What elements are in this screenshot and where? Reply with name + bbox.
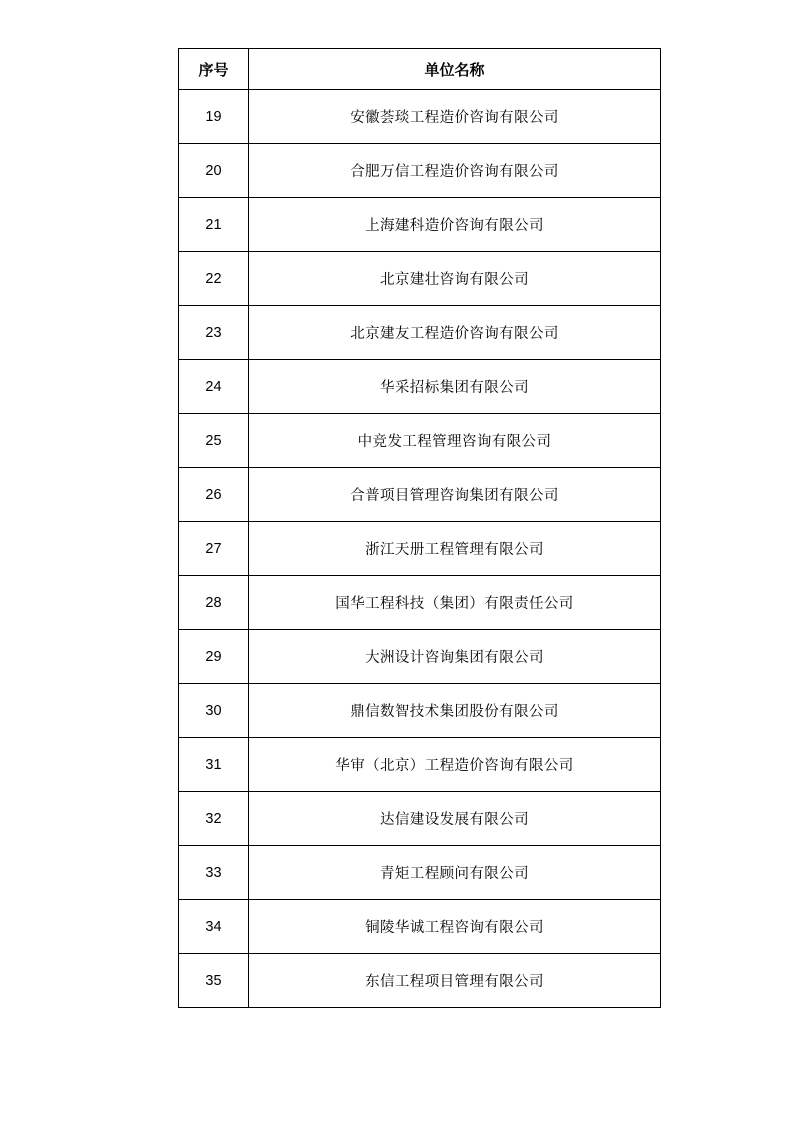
table-row	[179, 576, 661, 630]
row-index: 27	[179, 522, 249, 576]
table-body	[179, 90, 661, 1008]
row-index: 24	[179, 360, 249, 414]
table-row	[179, 846, 661, 900]
row-index: 29	[179, 630, 249, 684]
row-index: 34	[179, 900, 249, 954]
row-unit-name: 铜陵华诚工程咨询有限公司	[249, 900, 661, 954]
row-index: 33	[179, 846, 249, 900]
row-unit-name: 华采招标集团有限公司	[249, 360, 661, 414]
row-unit-name: 安徽荟琰工程造价咨询有限公司	[249, 90, 661, 144]
unit-list-table-container	[178, 48, 660, 1008]
unit-list-table	[178, 48, 661, 1008]
table-row	[179, 684, 661, 738]
table-row	[179, 630, 661, 684]
row-index: 26	[179, 468, 249, 522]
row-unit-name: 东信工程项目管理有限公司	[249, 954, 661, 1008]
row-index: 30	[179, 684, 249, 738]
row-unit-name: 中竞发工程管理咨询有限公司	[249, 414, 661, 468]
row-unit-name: 北京建友工程造价咨询有限公司	[249, 306, 661, 360]
row-index: 25	[179, 414, 249, 468]
column-header-unit-name: 单位名称	[249, 49, 661, 90]
row-index: 20	[179, 144, 249, 198]
row-unit-name: 青矩工程顾问有限公司	[249, 846, 661, 900]
row-unit-name: 达信建设发展有限公司	[249, 792, 661, 846]
row-unit-name: 国华工程科技（集团）有限责任公司	[249, 576, 661, 630]
table-row	[179, 198, 661, 252]
row-index: 19	[179, 90, 249, 144]
row-unit-name: 鼎信数智技术集团股份有限公司	[249, 684, 661, 738]
row-unit-name: 浙江天册工程管理有限公司	[249, 522, 661, 576]
row-unit-name: 合肥万信工程造价咨询有限公司	[249, 144, 661, 198]
table-row	[179, 738, 661, 792]
table-row	[179, 954, 661, 1008]
row-index: 22	[179, 252, 249, 306]
table-header-row	[179, 49, 661, 90]
row-unit-name: 华审（北京）工程造价咨询有限公司	[249, 738, 661, 792]
table-row	[179, 252, 661, 306]
row-index: 23	[179, 306, 249, 360]
row-unit-name: 合普项目管理咨询集团有限公司	[249, 468, 661, 522]
row-index: 32	[179, 792, 249, 846]
table-row	[179, 360, 661, 414]
table-header	[179, 49, 661, 90]
table-row	[179, 522, 661, 576]
table-row	[179, 468, 661, 522]
table-row	[179, 900, 661, 954]
row-unit-name: 上海建科造价咨询有限公司	[249, 198, 661, 252]
row-index: 21	[179, 198, 249, 252]
table-row	[179, 144, 661, 198]
table-row	[179, 306, 661, 360]
row-index: 28	[179, 576, 249, 630]
table-row	[179, 90, 661, 144]
row-index: 35	[179, 954, 249, 1008]
row-unit-name: 大洲设计咨询集团有限公司	[249, 630, 661, 684]
table-row	[179, 414, 661, 468]
row-unit-name: 北京建壮咨询有限公司	[249, 252, 661, 306]
row-index: 31	[179, 738, 249, 792]
table-row	[179, 792, 661, 846]
column-header-index: 序号	[179, 49, 249, 90]
